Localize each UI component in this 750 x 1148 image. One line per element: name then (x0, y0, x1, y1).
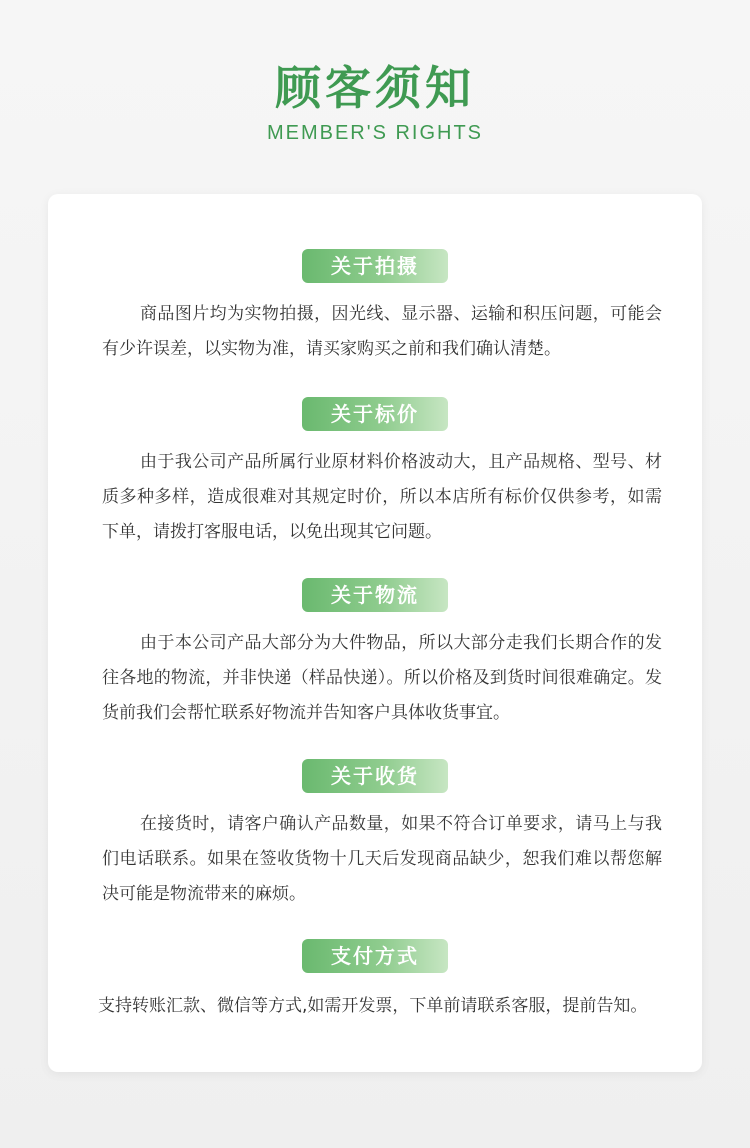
section-heading: 关于标价 (302, 397, 448, 431)
page-header (0, 58, 750, 146)
page-subtitle: MEMBER'S RIGHTS (266, 122, 484, 144)
section-heading: 关于收货 (302, 759, 448, 793)
section-text: 支持转账汇款、微信等方式,如需开发票，下单前请联系客服，提前告知。 (98, 996, 648, 1016)
section-heading: 关于物流 (302, 578, 448, 612)
notice-card (48, 194, 702, 1072)
page-title: 顾客须知 (275, 61, 475, 115)
section-heading: 支付方式 (302, 939, 448, 973)
section-text: 商品图片均为实物拍摄，因光线、显示器、运输和积压问题，可能会有少许误差，以实物为准，请买家购买之前和我们确认清楚。 (102, 304, 662, 359)
section-heading: 关于拍摄 (302, 249, 448, 283)
section-text: 由于我公司产品所属行业原材料价格波动大，且产品规格、型号、材质多种多样，造成很难对其规定时价，所以本店所有标价仅供参考，如需下单，请拨打客服电话，以免出现其它问题。 (102, 452, 662, 542)
section-text: 在接货时，请客户确认产品数量，如果不符合订单要求，请马上与我们电话联系。如果在签收货物十几天后发现商品缺少，恕我们难以帮您解决可能是物流带来的麻烦。 (102, 814, 662, 904)
section-text: 由于本公司产品大部分为大件物品，所以大部分走我们长期合作的发往各地的物流，并非快递（样品快递）。所以价格及到货时间很难确定。发货前我们会帮忙联系好物流并告知客户具体收货事宜。 (102, 633, 662, 723)
